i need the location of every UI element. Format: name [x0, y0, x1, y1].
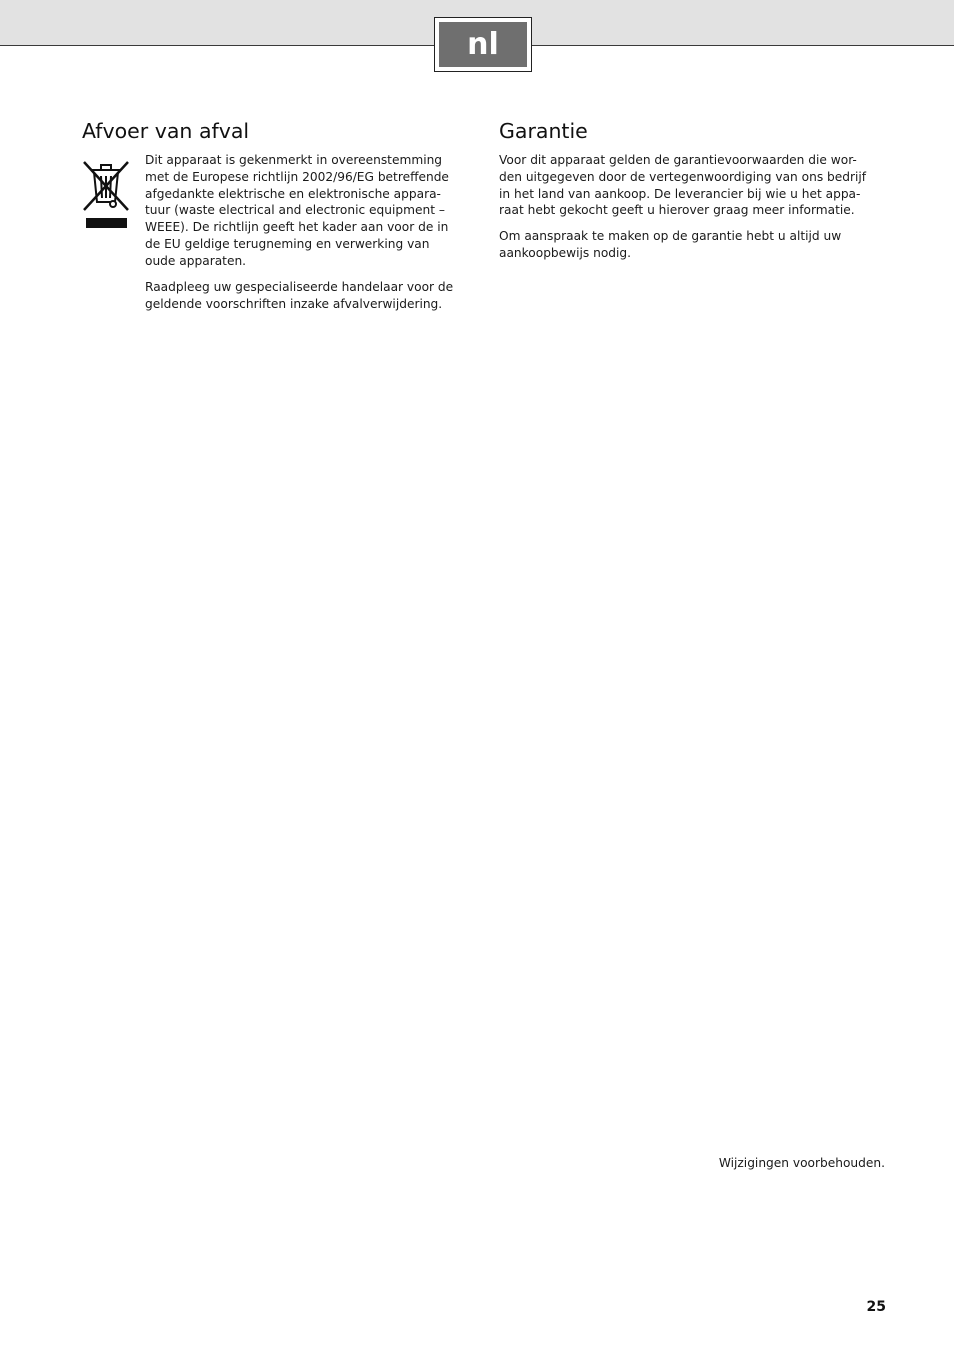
warranty-title: Garantie: [499, 119, 588, 143]
text-line: Dit apparaat is gekenmerkt in overeenstemming: [145, 153, 443, 167]
changes-reserved-note: Wijzigingen voorbehouden.: [718, 1156, 885, 1170]
page-number: 25: [866, 1299, 886, 1315]
text-line: afgedankte elektrische en elektronische appara-: [145, 186, 441, 201]
text-line: oude apparaten.: [145, 253, 247, 268]
text-line: Voor dit apparaat gelden de garantievoorwaarden die wor-: [499, 153, 857, 167]
disposal-title: Afvoer van afval: [82, 119, 250, 143]
text-line: geldende voorschriften inzake afvalverwijdering.: [145, 296, 443, 311]
text-line: met de Europese richtlijn 2002/96/EG betreffende: [145, 169, 449, 184]
weee-crossed-bin-icon: [82, 160, 130, 230]
text-line: de EU geldige terugneming en verwerking van: [145, 236, 430, 251]
disposal-paragraph-1: [145, 152, 449, 270]
warranty-paragraph-1: [499, 152, 866, 219]
language-tab: [434, 17, 532, 72]
text-line: in het land van aankoop. De leverancier bij wie u het appa-: [499, 186, 861, 201]
text-line: Om aanspraak te maken op de garantie hebt u altijd uw: [499, 229, 842, 243]
text-line: aankoopbewijs nodig.: [499, 245, 632, 260]
language-tab-label: nl: [439, 22, 527, 67]
text-line: den uitgegeven door de vertegenwoordiging van ons bedrijf: [499, 169, 867, 184]
text-line: WEEE). De richtlijn geeft het kader aan voor de in: [145, 220, 449, 235]
text-line: raat hebt gekocht geeft u hierover graag meer informatie.: [499, 203, 855, 218]
text-line: Raadpleeg uw gespecialiseerde handelaar voor de: [145, 280, 454, 294]
text-line: tuur (waste electrical and electronic equipment –: [145, 203, 445, 218]
warranty-paragraph-2: [499, 228, 841, 262]
disposal-paragraph-2: [145, 279, 453, 313]
